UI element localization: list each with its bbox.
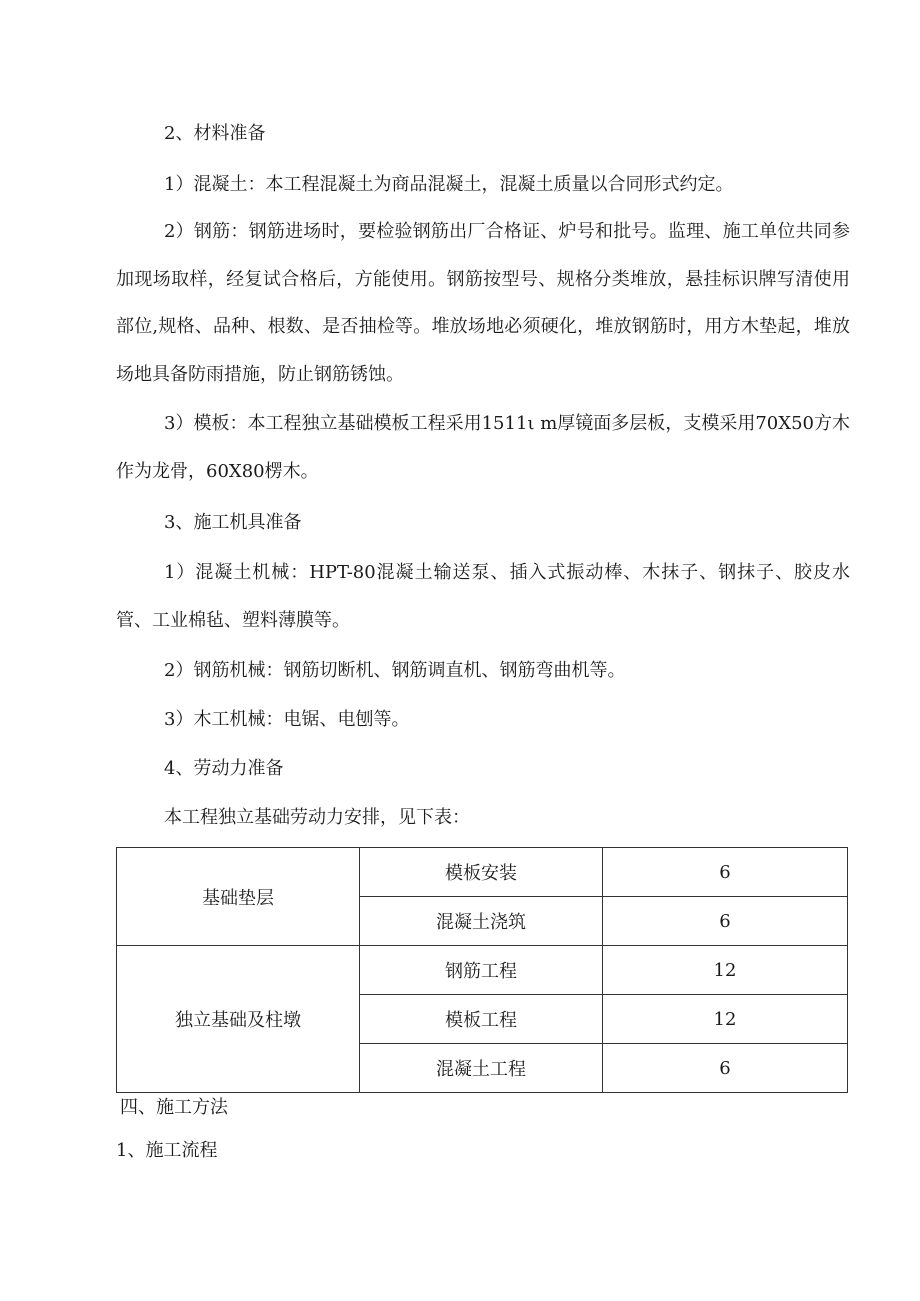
task-cell: 混凝土浇筑 (360, 897, 603, 946)
count-cell: 12 (603, 995, 848, 1044)
formwork-paragraph: 3）模板：本工程独立基础模板工程采用1511ι m厚镜面多层板，支模采用70X50方木作为龙骨，60X80楞木。 (116, 413, 850, 482)
count-cell: 6 (603, 1044, 848, 1093)
rebar-paragraph: 2）钢筋：钢筋进场时，要检验钢筋出厂合格证、炉号和批号。监理、施工单位共同参加现场取样，经复试合格后，方能使用。钢筋按型号、规格分类堆放，悬挂标识牌写清使用部位,规格、品种、根数、是否抽检等。堆放场地必须硬化，堆放钢筋时，用方木垫起，堆放场地具备防雨措施，防止钢筋锈蚀。 (116, 221, 850, 385)
methods-heading: 四、施工方法 (120, 1097, 228, 1118)
concrete-paragraph: 1）混凝土：本工程混凝土为商品混凝土，混凝土质量以合同形式约定。 (164, 174, 734, 195)
task-cell: 模板工程 (360, 995, 603, 1044)
group-name-cell: 基础垫层 (117, 848, 360, 946)
group-name-cell: 独立基础及柱墩 (117, 946, 360, 1093)
count-cell: 6 (603, 897, 848, 946)
flow-heading: 1、施工流程 (116, 1140, 218, 1161)
rebar-machinery-line: 2）钢筋机械：钢筋切断机、钢筋调直机、钢筋弯曲机等。 (164, 660, 626, 681)
task-cell: 钢筋工程 (360, 946, 603, 995)
task-cell: 混凝土工程 (360, 1044, 603, 1093)
wood-machinery-line: 3）木工机械：电锯、电刨等。 (164, 709, 410, 730)
labor-intro: 本工程独立基础劳动力安排，见下表： (164, 807, 470, 828)
concrete-machinery-paragraph: 1）混凝土机械：HPT-80混凝土输送泵、插入式振动棒、木抹子、钢抹子、胶皮水管、工业棉毡、塑料薄膜等。 (116, 562, 850, 631)
count-cell: 12 (603, 946, 848, 995)
equipment-heading: 3、施工机具准备 (164, 512, 302, 533)
count-cell: 6 (603, 848, 848, 897)
labor-heading: 4、劳动力准备 (164, 758, 284, 779)
table-row (117, 848, 848, 897)
materials-heading: 2、材料准备 (164, 123, 266, 144)
task-cell: 模板安装 (360, 848, 603, 897)
labor-table (116, 847, 848, 1093)
table-row (117, 946, 848, 995)
